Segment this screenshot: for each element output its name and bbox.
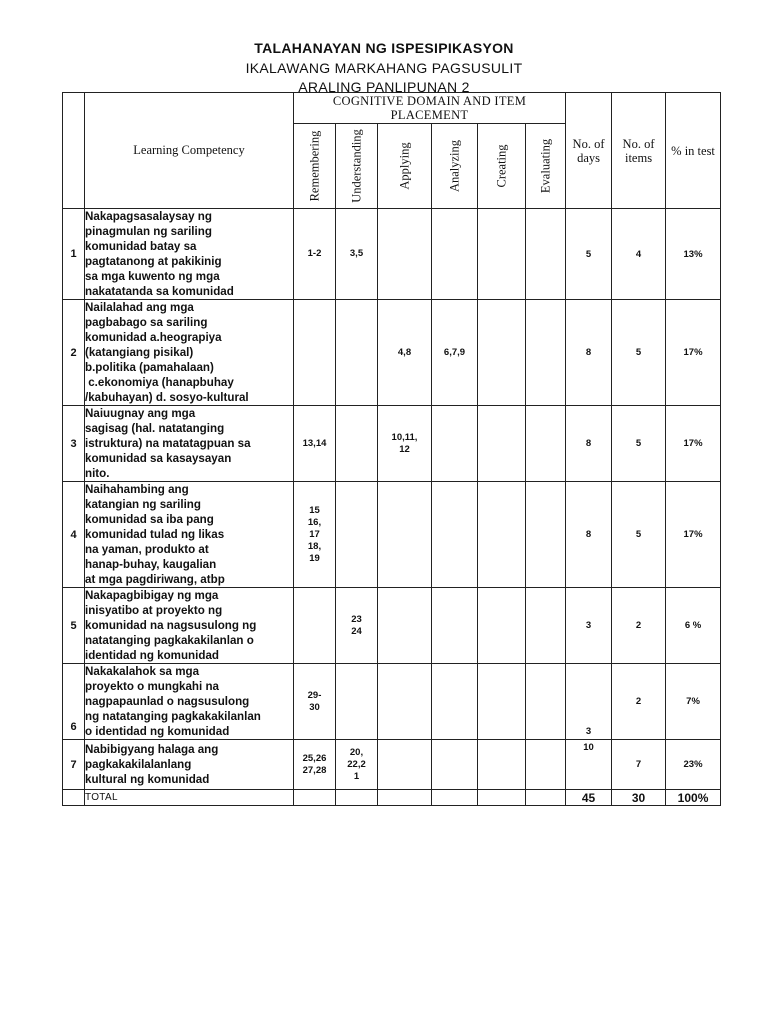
item-number-line: 12 bbox=[399, 443, 410, 455]
competency-line: c.ekonomiya (hanapbuhay bbox=[85, 376, 234, 389]
domain-header-evaluating bbox=[526, 124, 566, 209]
competency-number: 3 bbox=[63, 406, 85, 482]
domain-header-remembering bbox=[294, 124, 336, 209]
percent-cell: 6 % bbox=[666, 588, 721, 664]
competency-line: Naihahambing ang bbox=[85, 483, 189, 496]
total-empty-cell bbox=[294, 790, 336, 806]
domain-header-applying bbox=[378, 124, 432, 209]
percent-cell: 17% bbox=[666, 300, 721, 406]
learning-competency-cell bbox=[85, 482, 294, 588]
item-placement-analyzing bbox=[432, 740, 478, 790]
total-empty-cell bbox=[526, 790, 566, 806]
domain-label: Analyzing bbox=[447, 139, 461, 193]
competency-line: nagpapaunlad o nagsusulong bbox=[85, 695, 250, 708]
item-placement-remembering bbox=[294, 300, 336, 406]
item-placement-understanding bbox=[336, 588, 378, 664]
item-placement-understanding bbox=[336, 664, 378, 740]
competency-line: komunidad na nagsusulong ng bbox=[85, 619, 257, 632]
competency-number: 1 bbox=[63, 209, 85, 300]
competency-line: /kabuhayan) d. sosyo-kultural bbox=[85, 391, 249, 404]
competency-line: Nabibigyang halaga ang bbox=[85, 743, 219, 756]
competency-line: Nakapagsasalaysay ng bbox=[85, 210, 212, 223]
competency-line: hanap-buhay, kaugalian bbox=[85, 558, 217, 571]
learning-competency-cell bbox=[85, 300, 294, 406]
competency-line: istruktura) na matatagpuan sa bbox=[85, 437, 251, 450]
item-placement-creating bbox=[478, 482, 526, 588]
item-placement-analyzing bbox=[432, 664, 478, 740]
no-of-days-cell: 8 bbox=[566, 482, 612, 588]
item-placement-creating bbox=[478, 406, 526, 482]
item-number-line: 16, bbox=[307, 516, 322, 528]
item-placement-evaluating bbox=[526, 209, 566, 300]
table-row bbox=[63, 406, 721, 482]
table-row bbox=[63, 209, 721, 300]
domain-label: Evaluating bbox=[538, 138, 553, 194]
item-number-line: 3,5 bbox=[349, 248, 364, 259]
item-number-line: 10,11, bbox=[391, 431, 418, 443]
competency-number: 2 bbox=[63, 300, 85, 406]
item-placement-evaluating bbox=[526, 588, 566, 664]
total-empty-cell bbox=[478, 790, 526, 806]
competency-line: ng natatanging pagkakakilanlan bbox=[85, 710, 261, 723]
total-label: TOTAL bbox=[85, 790, 294, 806]
item-placement-applying bbox=[378, 300, 432, 406]
total-items: 30 bbox=[612, 790, 666, 806]
competency-line: Naiuugnay ang mga bbox=[85, 407, 196, 420]
competency-line: Nakakalahok sa mga bbox=[85, 665, 200, 678]
domain-label: Remembering bbox=[307, 130, 321, 202]
percent-cell: 17% bbox=[666, 406, 721, 482]
item-placement-applying bbox=[378, 588, 432, 664]
percent-in-test-header: % in test bbox=[666, 93, 721, 209]
competency-line: komunidad sa iba pang bbox=[85, 513, 214, 526]
no-of-items-cell: 5 bbox=[612, 482, 666, 588]
no-of-items-cell: 2 bbox=[612, 588, 666, 664]
competency-line: nakatatanda sa komunidad bbox=[85, 285, 234, 298]
item-placement-remembering bbox=[294, 482, 336, 588]
total-days: 45 bbox=[566, 790, 612, 806]
total-empty-cell bbox=[378, 790, 432, 806]
item-number-line: 19 bbox=[309, 552, 320, 564]
item-placement-analyzing bbox=[432, 209, 478, 300]
item-placement-understanding bbox=[336, 209, 378, 300]
no-of-days-cell: 3 bbox=[566, 664, 612, 740]
item-placement-evaluating bbox=[526, 300, 566, 406]
learning-competency-header: Learning Competency bbox=[85, 93, 294, 209]
item-number-line: 15 bbox=[309, 504, 320, 516]
competency-line: o identidad ng komunidad bbox=[85, 725, 230, 738]
total-empty-cell bbox=[432, 790, 478, 806]
total-empty-cell bbox=[336, 790, 378, 806]
total-row bbox=[63, 790, 721, 806]
competency-line: kultural ng komunidad bbox=[85, 773, 210, 786]
competency-line: na yaman, produkto at bbox=[85, 543, 209, 556]
competency-number: 5 bbox=[63, 588, 85, 664]
competency-line: pinagmulan ng sariling bbox=[85, 225, 212, 238]
item-number-line: 13,14 bbox=[302, 437, 327, 449]
item-number-line: 23 bbox=[351, 613, 362, 625]
item-placement-applying bbox=[378, 406, 432, 482]
competency-number: 6 bbox=[63, 664, 85, 740]
competency-line: (katangiang pisikal) bbox=[85, 346, 194, 359]
competency-line: at mga pagdiriwang, atbp bbox=[85, 573, 225, 586]
competency-line: nito. bbox=[85, 467, 110, 480]
subject-subtitle: ARALING PANLIPUNAN 2 bbox=[298, 79, 470, 95]
competency-line: Nailalahad ang mga bbox=[85, 301, 194, 314]
item-placement-analyzing bbox=[432, 482, 478, 588]
item-placement-remembering bbox=[294, 406, 336, 482]
table-row bbox=[63, 588, 721, 664]
item-number-line: 25,26 bbox=[302, 752, 327, 764]
percent-cell: 13% bbox=[666, 209, 721, 300]
item-placement-evaluating bbox=[526, 740, 566, 790]
total-num-cell bbox=[63, 790, 85, 806]
item-placement-evaluating bbox=[526, 406, 566, 482]
item-placement-remembering bbox=[294, 664, 336, 740]
domain-label: Creating bbox=[494, 144, 508, 188]
item-placement-applying bbox=[378, 209, 432, 300]
no-of-days-cell: 3 bbox=[566, 588, 612, 664]
competency-line: inisyatibo at proyekto ng bbox=[85, 604, 223, 617]
item-number-line: 18, bbox=[307, 540, 322, 552]
item-placement-remembering bbox=[294, 588, 336, 664]
percent-cell: 17% bbox=[666, 482, 721, 588]
item-placement-remembering bbox=[294, 209, 336, 300]
learning-competency-cell bbox=[85, 664, 294, 740]
no-of-items-cell: 5 bbox=[612, 406, 666, 482]
no-of-days-cell: 5 bbox=[566, 209, 612, 300]
learning-competency-cell bbox=[85, 588, 294, 664]
no-of-days-cell: 10 bbox=[566, 740, 612, 790]
item-placement-creating bbox=[478, 664, 526, 740]
domain-header-analyzing bbox=[432, 124, 478, 209]
item-number-line: 24 bbox=[351, 625, 362, 637]
table-row bbox=[63, 740, 721, 790]
no-of-days-header: No. of days bbox=[566, 93, 612, 209]
competency-line: Nakapagbibigay ng mga bbox=[85, 589, 219, 602]
item-placement-understanding bbox=[336, 300, 378, 406]
no-of-days-cell: 8 bbox=[566, 300, 612, 406]
specification-table bbox=[62, 92, 721, 806]
competency-line: pagkakakilalanlang bbox=[85, 758, 192, 771]
item-number-line: 17 bbox=[309, 528, 320, 540]
learning-competency-cell bbox=[85, 740, 294, 790]
competency-line: identidad ng komunidad bbox=[85, 649, 219, 662]
competency-line: natatanging pagkakakilanlan o bbox=[85, 634, 254, 647]
exam-subtitle: IKALAWANG MARKAHANG PAGSUSULIT bbox=[245, 60, 523, 76]
item-placement-creating bbox=[478, 740, 526, 790]
num-header bbox=[63, 93, 85, 209]
learning-competency-cell bbox=[85, 406, 294, 482]
competency-line: komunidad a.heograpiya bbox=[85, 331, 222, 344]
item-placement-evaluating bbox=[526, 482, 566, 588]
item-placement-analyzing bbox=[432, 406, 478, 482]
item-number-line: 1-2 bbox=[307, 248, 322, 259]
page-title: TALAHANAYAN NG ISPESIPIKASYON bbox=[254, 40, 514, 56]
item-placement-creating bbox=[478, 300, 526, 406]
competency-line: komunidad sa kasaysayan bbox=[85, 452, 232, 465]
item-number-line: 22,2 bbox=[347, 758, 366, 770]
competency-line: b.politika (pamahalaan) bbox=[85, 361, 214, 374]
learning-competency-cell bbox=[85, 209, 294, 300]
competency-line: sa mga kuwento ng mga bbox=[85, 270, 220, 283]
total-percent: 100% bbox=[666, 790, 721, 806]
no-of-items-cell: 7 bbox=[612, 740, 666, 790]
competency-line: katangian ng sariling bbox=[85, 498, 201, 511]
item-number-line: 27,28 bbox=[302, 764, 327, 776]
item-placement-understanding bbox=[336, 406, 378, 482]
cognitive-domain-header: COGNITIVE DOMAIN AND ITEM PLACEMENT bbox=[294, 93, 566, 124]
item-placement-applying bbox=[378, 664, 432, 740]
item-number-line: 30 bbox=[309, 701, 320, 713]
domain-header-understanding bbox=[336, 124, 378, 209]
no-of-items-cell: 2 bbox=[612, 664, 666, 740]
table-row bbox=[63, 482, 721, 588]
no-of-items-cell: 5 bbox=[612, 300, 666, 406]
no-of-items-cell: 4 bbox=[612, 209, 666, 300]
competency-line: pagbabago sa sariling bbox=[85, 316, 208, 329]
competency-number: 7 bbox=[63, 740, 85, 790]
item-placement-creating bbox=[478, 588, 526, 664]
item-placement-evaluating bbox=[526, 664, 566, 740]
no-of-days-cell: 8 bbox=[566, 406, 612, 482]
percent-cell: 23% bbox=[666, 740, 721, 790]
no-of-items-header: No. of items bbox=[612, 93, 666, 209]
item-number-line: 4,8 bbox=[397, 346, 412, 358]
competency-line: komunidad batay sa bbox=[85, 240, 197, 253]
table-row bbox=[63, 664, 721, 740]
competency-line: proyekto o mungkahi na bbox=[85, 680, 219, 693]
item-number-line: 29- bbox=[307, 689, 322, 701]
item-placement-analyzing bbox=[432, 300, 478, 406]
table-row bbox=[63, 300, 721, 406]
competency-line: sagisag (hal. natatanging bbox=[85, 422, 225, 435]
item-placement-understanding bbox=[336, 482, 378, 588]
competency-line: komunidad tulad ng likas bbox=[85, 528, 225, 541]
competency-line: pagtatanong at pakikinig bbox=[85, 255, 222, 268]
domain-header-creating bbox=[478, 124, 526, 209]
item-number-line: 1 bbox=[353, 770, 360, 782]
domain-label: Applying bbox=[397, 142, 411, 190]
item-placement-applying bbox=[378, 482, 432, 588]
domain-label: Understanding bbox=[349, 129, 363, 203]
item-placement-creating bbox=[478, 209, 526, 300]
item-placement-analyzing bbox=[432, 588, 478, 664]
item-placement-applying bbox=[378, 740, 432, 790]
competency-number: 4 bbox=[63, 482, 85, 588]
item-placement-understanding bbox=[336, 740, 378, 790]
item-number-line: 20, bbox=[349, 746, 364, 758]
item-number-line: 6,7,9 bbox=[443, 346, 466, 358]
item-placement-remembering bbox=[294, 740, 336, 790]
percent-cell: 7% bbox=[666, 664, 721, 740]
